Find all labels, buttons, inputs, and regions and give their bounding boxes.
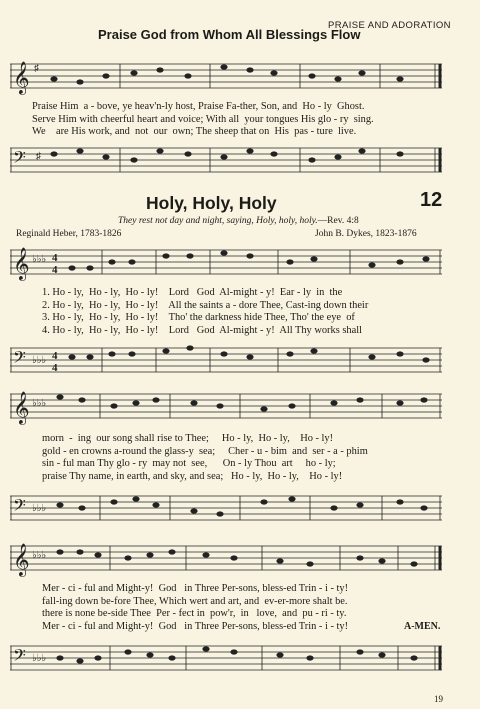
verse-line: sin - ful man Thy glo - ry may not see, On - ly Thou art ho - ly; [42, 458, 336, 469]
svg-text:♯: ♯ [36, 151, 41, 162]
verse-line: praise Thy name, in earth, and sky, and sea; Ho - ly, Ho - ly, Ho - ly! [42, 470, 343, 482]
svg-text:𝄞: 𝄞 [13, 393, 30, 424]
epigraph-reference: —Rev. 4:8 [317, 216, 359, 226]
svg-text:♭♭♭: ♭♭♭ [32, 398, 47, 409]
verse-line: We are His work, and not our own; The sheep that on His pas - ture live. [32, 126, 357, 137]
section-heading: PRAISE AND ADORATION [328, 20, 451, 31]
svg-text:4: 4 [52, 350, 58, 362]
verse-line: 3. Ho - ly, Ho - ly, Ho - ly! Tho' the darkness hide Thee, Tho' the eye of [42, 312, 355, 323]
verse-line: morn - ing our song shall rise to Thee; Ho - ly, Ho - ly, Ho - ly! [42, 433, 334, 444]
music-staff-treble [10, 384, 444, 428]
svg-text:♯: ♯ [34, 63, 39, 74]
svg-text:𝄢: 𝄢 [13, 349, 26, 371]
verse-line: gold - en crowns a-round the glass-y sea; Cher - u - bim and ser - a - phim [42, 445, 368, 457]
svg-text:♭♭♭: ♭♭♭ [32, 503, 47, 514]
music-staff-treble [10, 56, 444, 98]
verse-line: fall-ing down be-fore Thee, Which wert and art, and ev-er-more shalt be. [42, 595, 348, 607]
page-number: 19 [434, 694, 443, 704]
verse-line: Mer - ci - ful and Might-y! God in Three Per-sons, bless-ed Trin - i - ty! [42, 583, 349, 594]
svg-text:4: 4 [52, 252, 58, 264]
verse-line: Mer - ci - ful and Might-y! God in Three Per-sons, bless-ed Trin - i - ty! [42, 620, 349, 632]
svg-text:♭♭♭: ♭♭♭ [32, 355, 47, 366]
svg-text:4: 4 [52, 362, 58, 374]
music-staff-bass [10, 486, 444, 530]
verse-line: 2. Ho - ly, Ho - ly, Ho - ly! All the saints a - dore Thee, Cast-ing down their [42, 299, 369, 311]
hymn-title: Holy, Holy, Holy [146, 193, 277, 213]
amen-label: A-MEN. [404, 621, 441, 632]
epigraph [118, 216, 359, 226]
svg-text:♭♭♭: ♭♭♭ [32, 254, 47, 265]
music-staff-treble [10, 536, 444, 578]
epigraph-text: They rest not day and night, saying, Holy, holy, holy. [118, 216, 318, 226]
svg-text:𝄞: 𝄞 [13, 545, 30, 576]
verse-line: Praise Him a - bove, ye heav'n-ly host, Praise Fa-ther, Son, and Ho - ly Ghost. [32, 101, 365, 112]
composer-credit: John B. Dykes, 1823-1876 [315, 229, 417, 239]
svg-text:𝄢: 𝄢 [13, 497, 26, 519]
svg-text:4: 4 [52, 264, 58, 276]
verse-line: 1. Ho - ly, Ho - ly, Ho - ly! Lord God Al-might - y! Ear - ly in the [42, 287, 343, 298]
svg-text:𝄢: 𝄢 [13, 647, 26, 669]
music-staff-bass [10, 140, 444, 182]
verse-line: Serve Him with cheerful heart and voice; With all your tongues His glo - ry sing. [32, 113, 374, 125]
svg-text:𝄢: 𝄢 [13, 149, 26, 171]
svg-text:♭♭♭: ♭♭♭ [32, 550, 47, 561]
verse-line: 4. Ho - ly, Ho - ly, Ho - ly! Lord God Al-might - y! All Thy works shall [42, 324, 362, 336]
verse-line: there is none be-side Thee Per - fect in pow'r, in love, and pu - ri - ty. [42, 608, 347, 619]
svg-text:𝄞: 𝄞 [13, 249, 30, 280]
music-staff-bass [10, 636, 444, 684]
lyricist-credit: Reginald Heber, 1783-1826 [16, 229, 122, 239]
music-staff-treble [10, 240, 444, 282]
svg-text:𝄞: 𝄞 [13, 63, 30, 94]
hymn-number: 12 [420, 189, 443, 211]
music-staff-bass [10, 338, 444, 380]
svg-text:♭♭♭: ♭♭♭ [32, 653, 47, 664]
hymn-title: Praise God from Whom All Blessings Flow [98, 27, 361, 42]
